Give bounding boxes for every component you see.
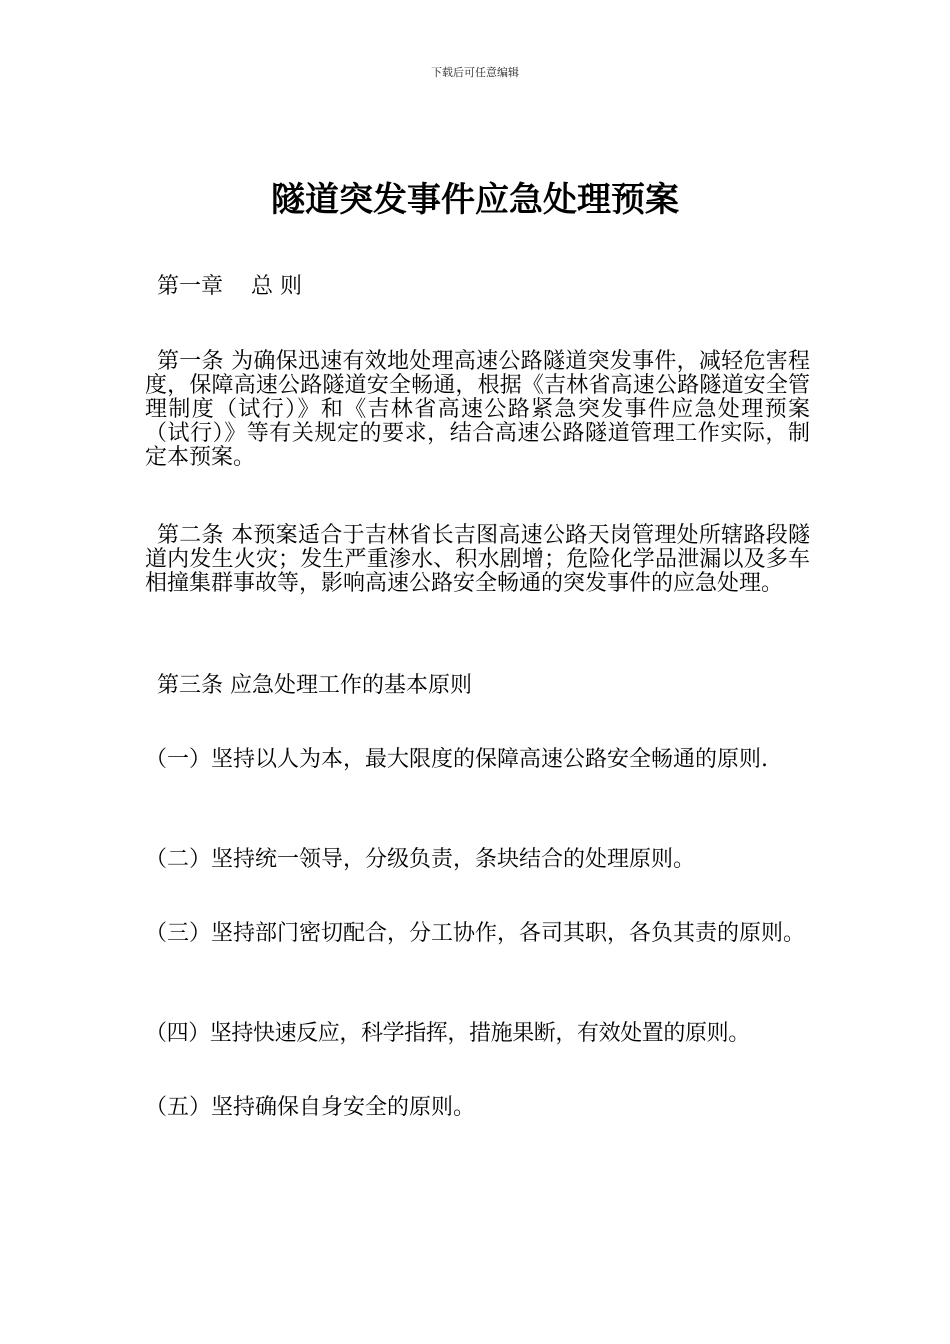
document-title: 隧道突发事件应急处理预案 [271,180,679,220]
chapter-label: 第一章 [157,274,224,299]
chapter-name: 总 则 [251,274,302,299]
chapter-heading [157,275,302,299]
article-3: 第三条 应急处理工作的基本原则 [157,673,472,698]
principle-5: （五）坚持确保自身安全的原则。 [145,1095,476,1120]
principle-2: （二）坚持统一领导，分级负责，条块结合的处理原则。 [145,847,696,872]
article-2: 第二条 本预案适合于吉林省长吉图高速公路天岗管理处所辖路段隧道内发生火灾；发生严重渗水、积水剧增；危险化学品泄漏以及多车相撞集群事故等，影响高速公路安全畅通的突发事件的应急处理。 [145,523,810,596]
header-note: 下载后可任意编辑 [431,66,519,79]
principle-4: （四）坚持快速反应，科学指挥，措施果断，有效处置的原则。 [145,1021,750,1046]
principle-1: （一）坚持以人为本，最大限度的保障高速公路安全畅通的原则. [145,747,768,772]
principle-3: （三）坚持部门密切配合，分工协作，各司其职，各负其责的原则。 [145,921,806,946]
article-1: 第一条 为确保迅速有效地处理高速公路隧道突发事件，减轻危害程度，保障高速公路隧道安全畅通，根据《吉林省高速公路隧道安全管理制度（试行）》和《吉林省高速公路紧急突发事件应急处理预案（试行）》等有关规定的要求，结合高速公路隧道管理工作实际，制定本预案。 [145,349,810,470]
